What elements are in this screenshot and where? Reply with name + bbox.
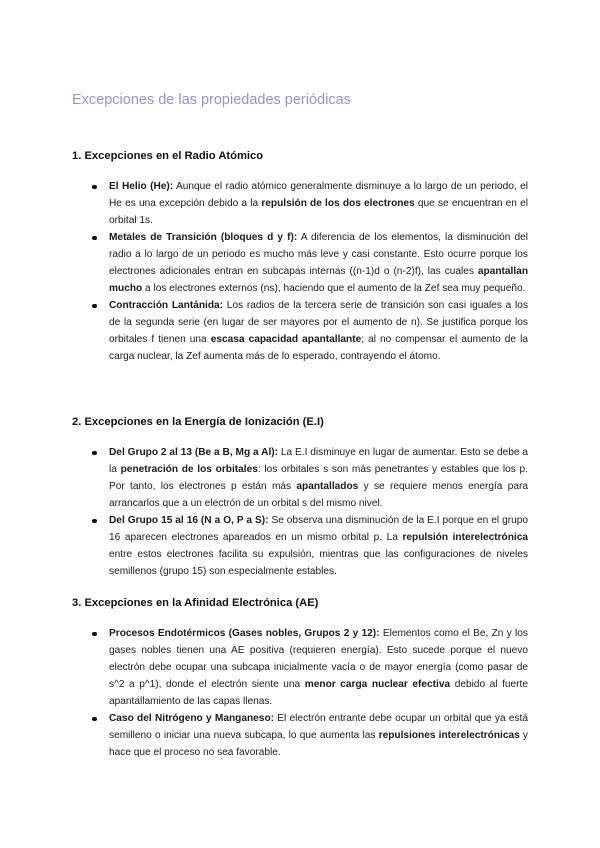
list-item [92, 625, 528, 710]
list-item [92, 444, 528, 512]
item-lead: Metales de Transición (bloques d y f): [109, 232, 298, 243]
item-emphasis: repulsión interelectrónica [402, 532, 528, 543]
item-emphasis: repulsión de los dos electrones [261, 198, 415, 209]
item-text: Los radios de la tercera serie de transición son casi iguales a los de la segunda serie (en lugar de ser mayores por el aumento de n). Se justifica porque los orbitales f tienen una [109, 300, 529, 345]
item-text: ; al no compensar el aumento de la carga nuclear, la Zef aumenta más de lo esperado, contrayendo el átomo. [109, 334, 528, 362]
item-text: debido al fuerte apantallamiento de las capas llenas. [109, 679, 529, 707]
item-text: El electrón entrante debe ocupar un orbital que ya está semilleno o iniciar una nueva subcapa, lo que aumenta las [109, 713, 528, 741]
section-list-afinidad [92, 625, 528, 761]
item-text: a los electrones externos (ns), haciendo que el aumento de la Zef sea muy pequeño. [142, 283, 526, 294]
section-heading-afinidad: 3. Excepciones en la Afinidad Electrónica (AE) [72, 597, 319, 609]
list-item [92, 512, 528, 580]
item-text: Aunque el radio atómico generalmente disminuye a lo largo de un periodo, el He es una excepción debido a la [109, 181, 528, 209]
item-text: que se encuentran en el orbital 1s. [109, 198, 528, 226]
item-emphasis: apantallados [296, 481, 359, 492]
item-emphasis: penetración de los orbitales [120, 464, 258, 475]
item-text: Se observa una disminución de la E.I porque en el grupo 16 aparecen electrones apareados en un mismo orbital p. La [109, 515, 528, 543]
item-emphasis: escasa capacidad apantallante [210, 334, 362, 345]
item-lead: Del Grupo 2 al 13 (Be a B, Mg a Al): [109, 447, 278, 458]
item-text: Elementos como el Be, Zn y los gases nobles tienen una AE positiva (requieren energía). Esto sucede porque el nuevo electrón debe ocupar una subcapa inicialmente vacía o de mayor energía (como pasar de s^2 a p^1), donde el electrón siente una [109, 628, 528, 690]
item-emphasis: repulsiones interelectrónicas [378, 730, 520, 741]
item-lead: Contracción Lantánida: [109, 300, 224, 311]
list-item [92, 297, 528, 365]
list-item [92, 710, 528, 761]
item-text: : los orbitales s son más penetrantes y estables que los p. Por tanto, los electrones p están más [109, 464, 528, 492]
item-text: La E.I disminuye en lugar de aumentar. Esto se debe a la [109, 447, 528, 475]
item-text: y se requiere menos energía para arrancarlos que a un electrón de un orbital s del mismo nivel. [109, 481, 529, 509]
document-title: Excepciones de las propiedades periódicas [72, 92, 351, 108]
item-emphasis: menor carga nuclear efectiva [304, 679, 451, 690]
item-text: y hace que el proceso no sea favorable. [109, 730, 528, 758]
item-text: A diferencia de los elementos, la disminución del radio a lo largo de un periodo es mucho más leve y casi constante. Esto ocurre porque los electrones adicionales entran en subcapas internas ((n-1)d o (n-2)f), las cuales [109, 232, 528, 277]
item-lead: Del Grupo 15 al 16 (N a O, P a S): [109, 515, 269, 526]
item-text: entre estos electrones facilita su expulsión, mientras que las configuraciones de niveles semillenos (grupo 15) son especialmente estables. [109, 549, 528, 577]
list-item [92, 229, 528, 297]
item-lead: Caso del Nitrógeno y Manganeso: [109, 713, 274, 724]
section-heading-ionizacion: 2. Excepciones en la Energía de Ionización (E.I) [72, 416, 324, 428]
section-list-ionizacion [92, 444, 528, 580]
item-emphasis: apantallan mucho [109, 266, 528, 294]
item-lead: Procesos Endotérmicos (Gases nobles, Grupos 2 y 12): [109, 628, 380, 639]
item-lead: El Helio (He): [109, 181, 174, 192]
list-item [92, 178, 528, 229]
section-heading-radio: 1. Excepciones en el Radio Atómico [72, 150, 264, 162]
section-list-radio [92, 178, 528, 365]
